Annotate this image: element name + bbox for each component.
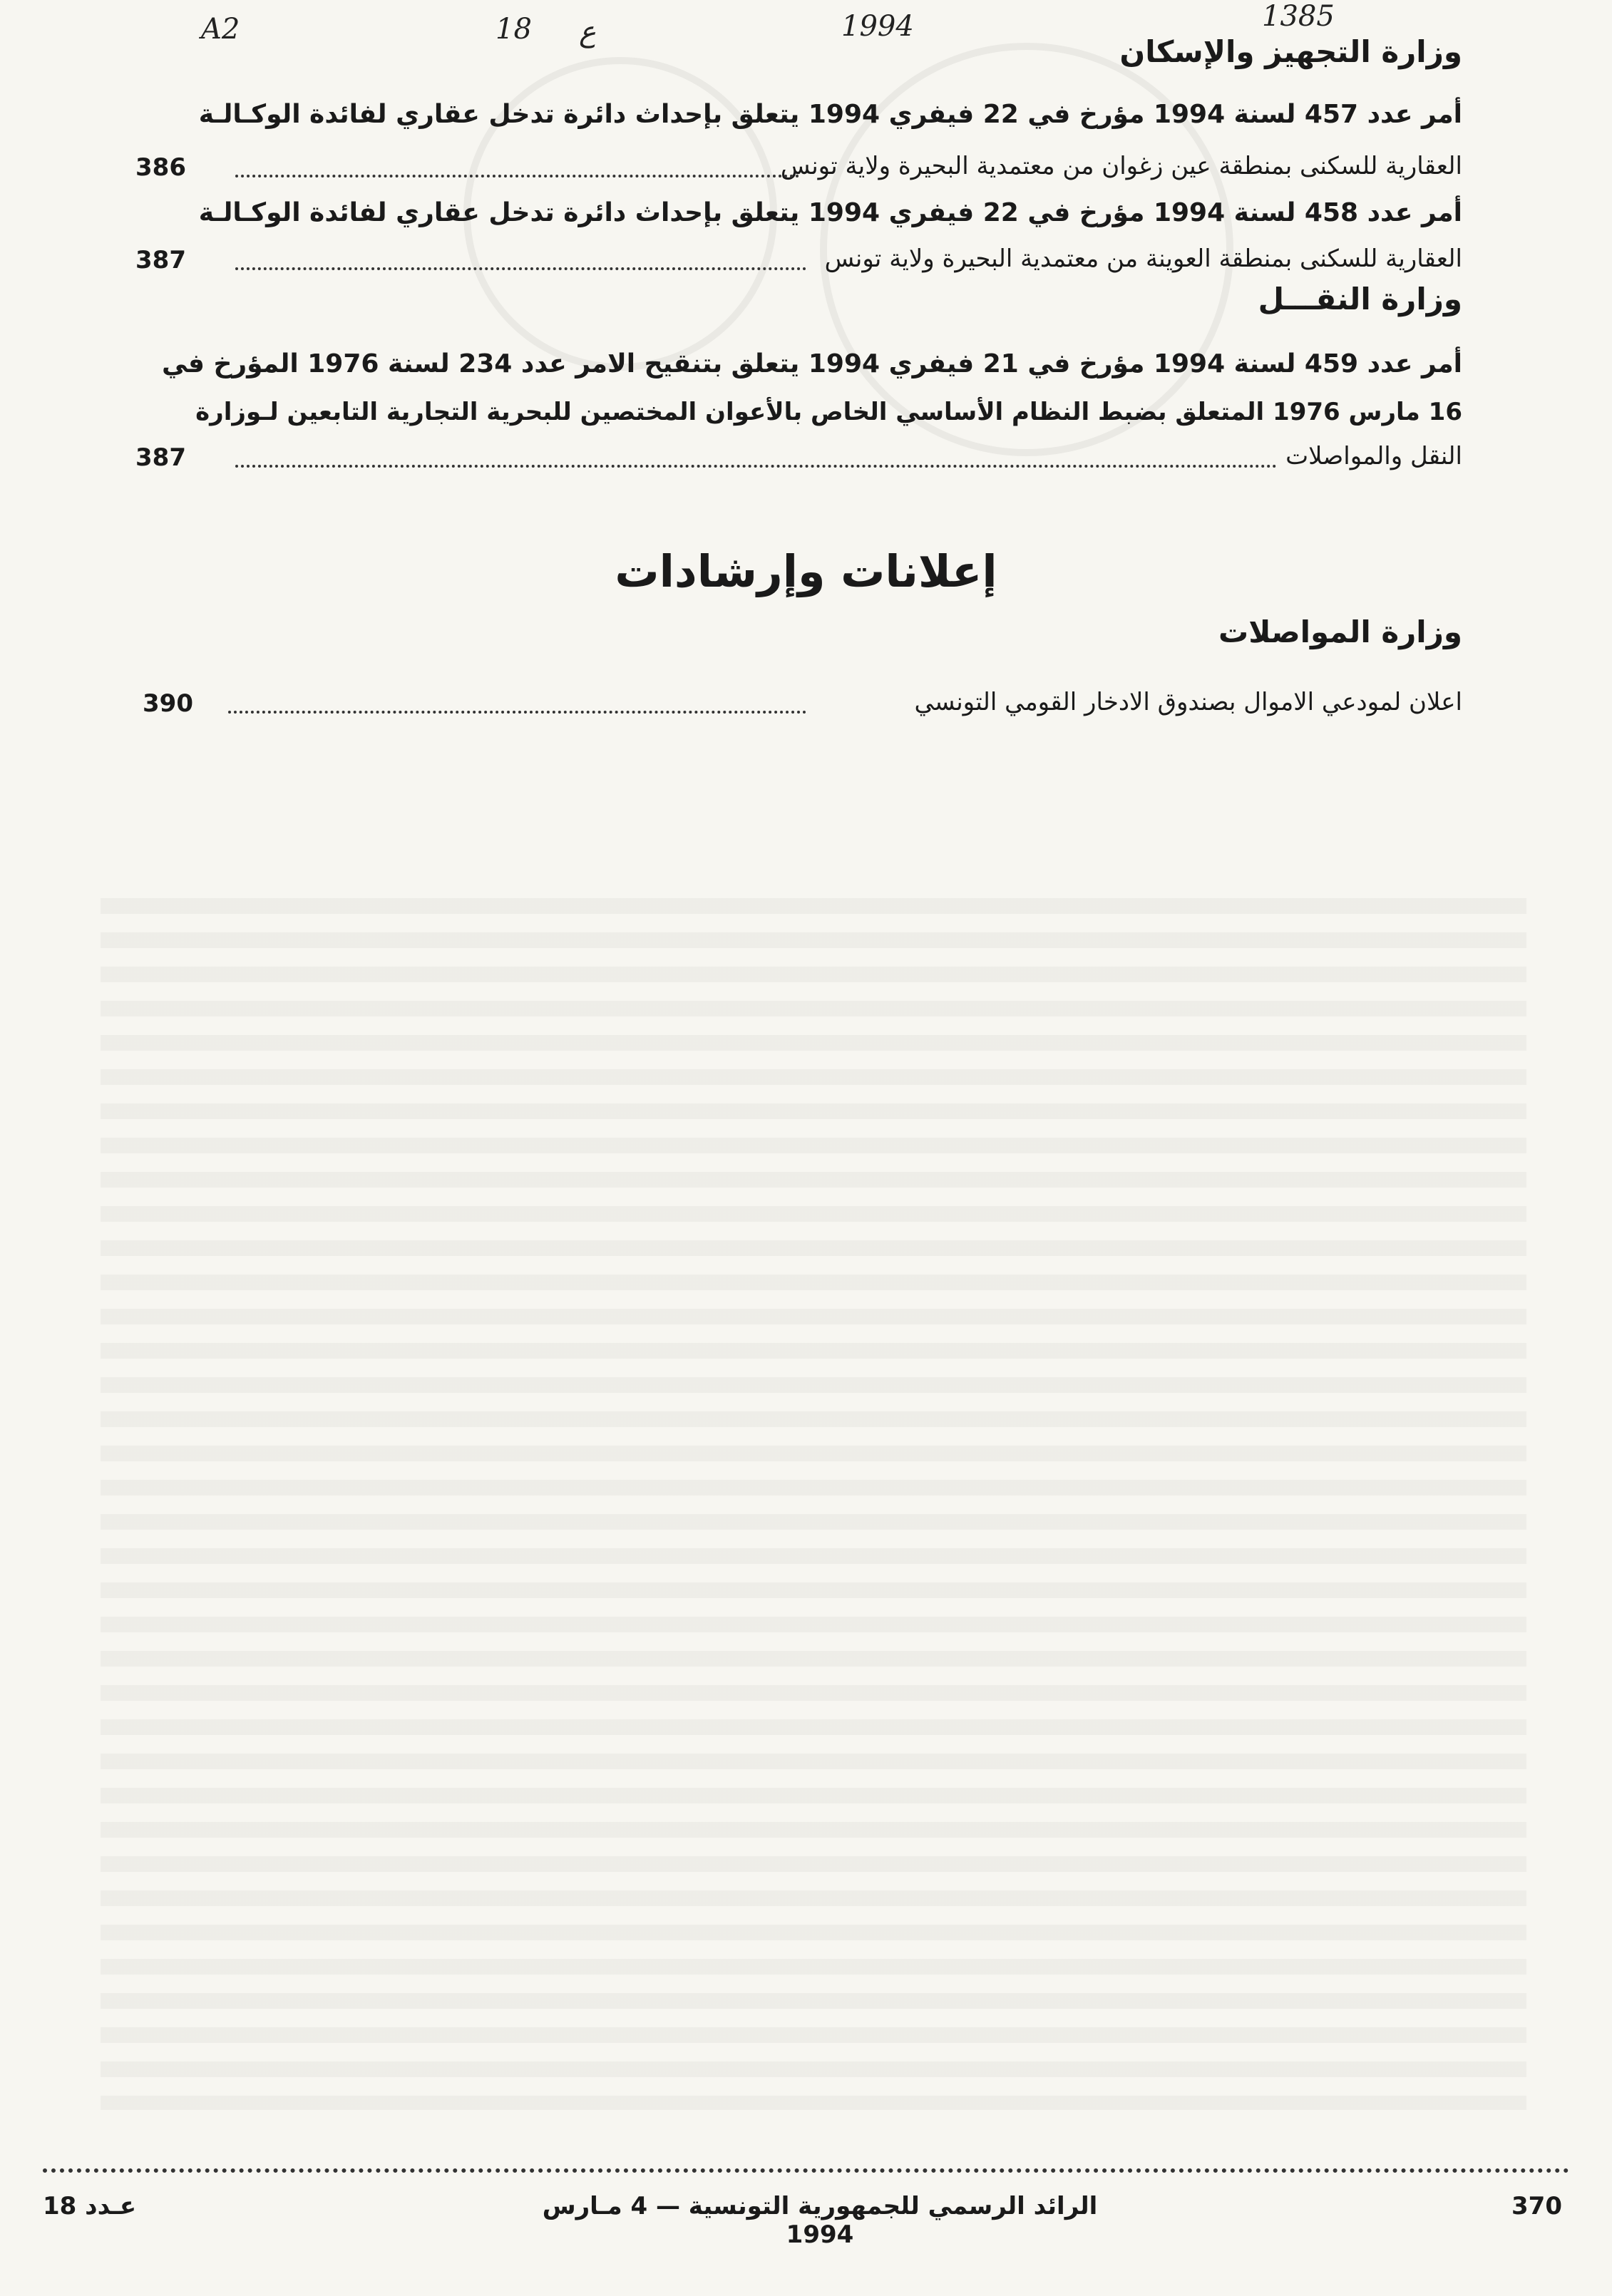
handwritten-a2: A2	[201, 13, 240, 46]
ministry-heading-communications: وزارة المواصلات	[1218, 614, 1462, 649]
footer-rule	[43, 2168, 1569, 2173]
footer-page-number: 370	[1511, 2192, 1562, 2220]
toc-entry-458-line1: أمر عدد 458 لسنة 1994 مؤرخ في 22 فيفري 1994 يتعلق بإحداث دائرة تدخل عقاري لفائدة الوكـالـة	[198, 198, 1462, 227]
handwritten-code: 1385	[1262, 0, 1335, 33]
leader-dots	[228, 711, 806, 714]
announcements-heading: إعلانات وإرشادات	[615, 545, 997, 597]
toc-entry-457-line1: أمر عدد 457 لسنة 1994 مؤرخ في 22 فيفري 1994 يتعلق بإحداث دائرة تدخل عقاري لفائدة الوكـالـة	[198, 100, 1462, 129]
ministry-heading-equipment: وزارة التجهيز والإسكان	[1119, 34, 1462, 69]
announcement-entry: اعلان لمودعي الاموال بصندوق الادخار القومي التونسي	[914, 688, 1462, 716]
handwritten-number: 18	[496, 13, 532, 46]
page-ref-386: 386	[135, 153, 186, 182]
toc-entry-459-line3: النقل والمواصلات	[1285, 442, 1462, 470]
toc-entry-459-line1: أمر عدد 459 لسنة 1994 مؤرخ في 21 فيفري 1994 يتعلق بتنقيح الامر عدد 234 لسنة 1976 المؤرخ في	[161, 349, 1462, 379]
footer-issue: عـدد 18	[43, 2192, 137, 2220]
toc-entry-459-line2: 16 مارس 1976 المتعلق بضبط النظام الأساسي الخاص بالأعوان المختصين للبحرية التجارية التابعين لـوزارة	[195, 398, 1462, 426]
page-ref-387b: 387	[135, 443, 186, 472]
handwritten-mark: ع	[579, 16, 596, 48]
ministry-heading-transport: وزارة النقـــل	[1258, 282, 1462, 316]
leader-dots	[235, 267, 806, 270]
toc-entry-458-line2: العقارية للسكنى بمنطقة العوينة من معتمدية البحيرة ولاية تونس	[824, 244, 1462, 273]
page-ref-387: 387	[135, 246, 186, 274]
handwritten-year: 1994	[841, 10, 914, 43]
bleed-through-text	[101, 898, 1526, 2110]
leader-dots	[235, 465, 1277, 468]
page-ref-390: 390	[143, 689, 193, 718]
toc-entry-457-line2: العقارية للسكنى بمنطقة عين زغوان من معتمدية البحيرة ولاية تونس	[780, 152, 1462, 180]
leader-dots	[235, 175, 799, 177]
footer-title: الرائد الرسمي للجمهورية التونسية — 4 مـارس 1994	[542, 2192, 1098, 2249]
